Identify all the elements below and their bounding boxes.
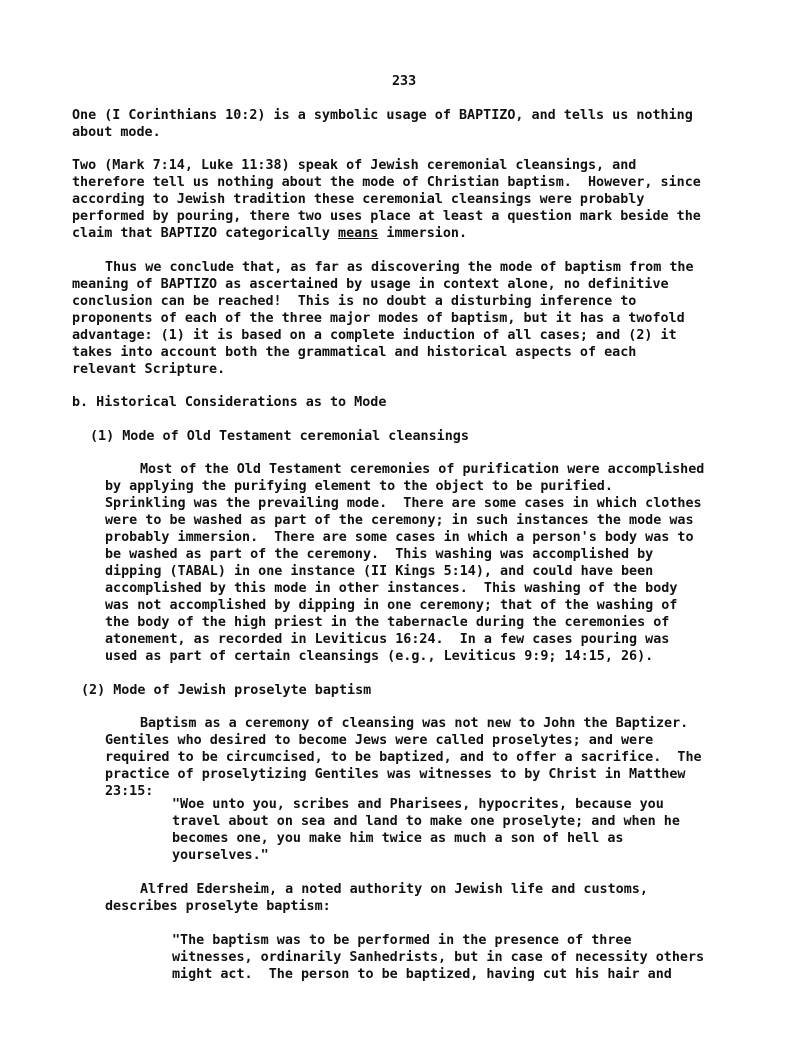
subsection-heading: (1) Mode of Old Testament ceremonial cleansings xyxy=(90,429,469,444)
text-line: accomplished by this mode in other instances. This washing of the body xyxy=(105,581,678,596)
text-line: meaning of BAPTIZO as ascertained by usage in context alone, no definitive xyxy=(72,277,669,292)
text-line: practice of proselytizing Gentiles was witnesses to by Christ in Matthew xyxy=(105,767,686,782)
text-line: required to be circumcised, to be baptized, and to offer a sacrifice. The xyxy=(105,750,702,765)
text-line: Baptism as a ceremony of cleansing was not new to John the Baptizer. xyxy=(140,716,689,731)
quote-line: becomes one, you make him twice as much a son of hell as xyxy=(172,831,624,846)
text-line: performed by pouring, there two uses place at least a question mark beside the xyxy=(72,209,701,224)
text-line: 23:15: xyxy=(105,784,154,799)
quote-line: travel about on sea and land to make one proselyte; and when he xyxy=(172,814,680,829)
quote-line: yourselves." xyxy=(172,848,269,863)
text-line: Two (Mark 7:14, Luke 11:38) speak of Jewish ceremonial cleansings, and xyxy=(72,158,637,173)
text-line: Alfred Edersheim, a noted authority on Jewish life and customs, xyxy=(140,882,648,897)
quote-line: witnesses, ordinarily Sanhedrists, but in case of necessity others xyxy=(172,950,705,965)
text-line: were to be washed as part of the ceremony; in such instances the mode was xyxy=(105,513,694,528)
quote-line: "Woe unto you, scribes and Pharisees, hypocrites, because you xyxy=(172,797,664,812)
text-line: Gentiles who desired to become Jews were called proselytes; and were xyxy=(105,733,654,748)
subsection-heading: (2) Mode of Jewish proselyte baptism xyxy=(81,683,372,698)
text-line: according to Jewish tradition these ceremonial cleansings were probably xyxy=(72,192,645,207)
quote-line: might act. The person to be baptized, having cut his hair and xyxy=(172,967,672,982)
text-span: immersion. xyxy=(378,226,468,241)
text-line: describes proselyte baptism: xyxy=(105,899,331,914)
text-line: proponents of each of the three major modes of baptism, but it has a twofold xyxy=(72,311,685,326)
text-line xyxy=(72,225,467,242)
text-line: takes into account both the grammatical and historical aspects of each xyxy=(72,345,637,360)
text-line: be washed as part of the ceremony. This washing was accomplished by xyxy=(105,547,654,562)
text-line: relevant Scripture. xyxy=(72,362,226,377)
text-span: claim that BAPTIZO categorically xyxy=(72,226,339,241)
quote-line: "The baptism was to be performed in the presence of three xyxy=(172,933,632,948)
text-line: by applying the purifying element to the object to be purified. xyxy=(105,479,613,494)
section-heading: b. Historical Considerations as to Mode xyxy=(72,395,387,410)
text-line: about mode. xyxy=(72,125,161,140)
text-line: advantage: (1) it is based on a complete induction of all cases; and (2) it xyxy=(72,328,677,343)
text-line: conclusion can be reached! This is no doubt a disturbing inference to xyxy=(72,294,637,309)
underlined-word: means xyxy=(338,226,379,241)
text-line: atonement, as recorded in Leviticus 16:24. In a few cases pouring was xyxy=(105,632,670,647)
text-line: One (I Corinthians 10:2) is a symbolic usage of BAPTIZO, and tells us nothing xyxy=(72,108,693,123)
text-line: therefore tell us nothing about the mode of Christian baptism. However, since xyxy=(72,175,701,190)
page-number: 233 xyxy=(392,74,417,89)
text-line: Most of the Old Testament ceremonies of purification were accomplished xyxy=(140,462,705,477)
text-line: the body of the high priest in the tabernacle during the ceremonies of xyxy=(105,615,670,630)
text-line: used as part of certain cleansings (e.g., Leviticus 9:9; 14:15, 26). xyxy=(105,649,654,664)
text-line: dipping (TABAL) in one instance (II Kings 5:14), and could have been xyxy=(105,564,654,579)
text-line: Thus we conclude that, as far as discovering the mode of baptism from the xyxy=(105,260,694,275)
text-line: was not accomplished by dipping in one ceremony; that of the washing of xyxy=(105,598,678,613)
text-line: Sprinkling was the prevailing mode. There are some cases in which clothes xyxy=(105,496,702,511)
text-line: probably immersion. There are some cases in which a person's body was to xyxy=(105,530,694,545)
